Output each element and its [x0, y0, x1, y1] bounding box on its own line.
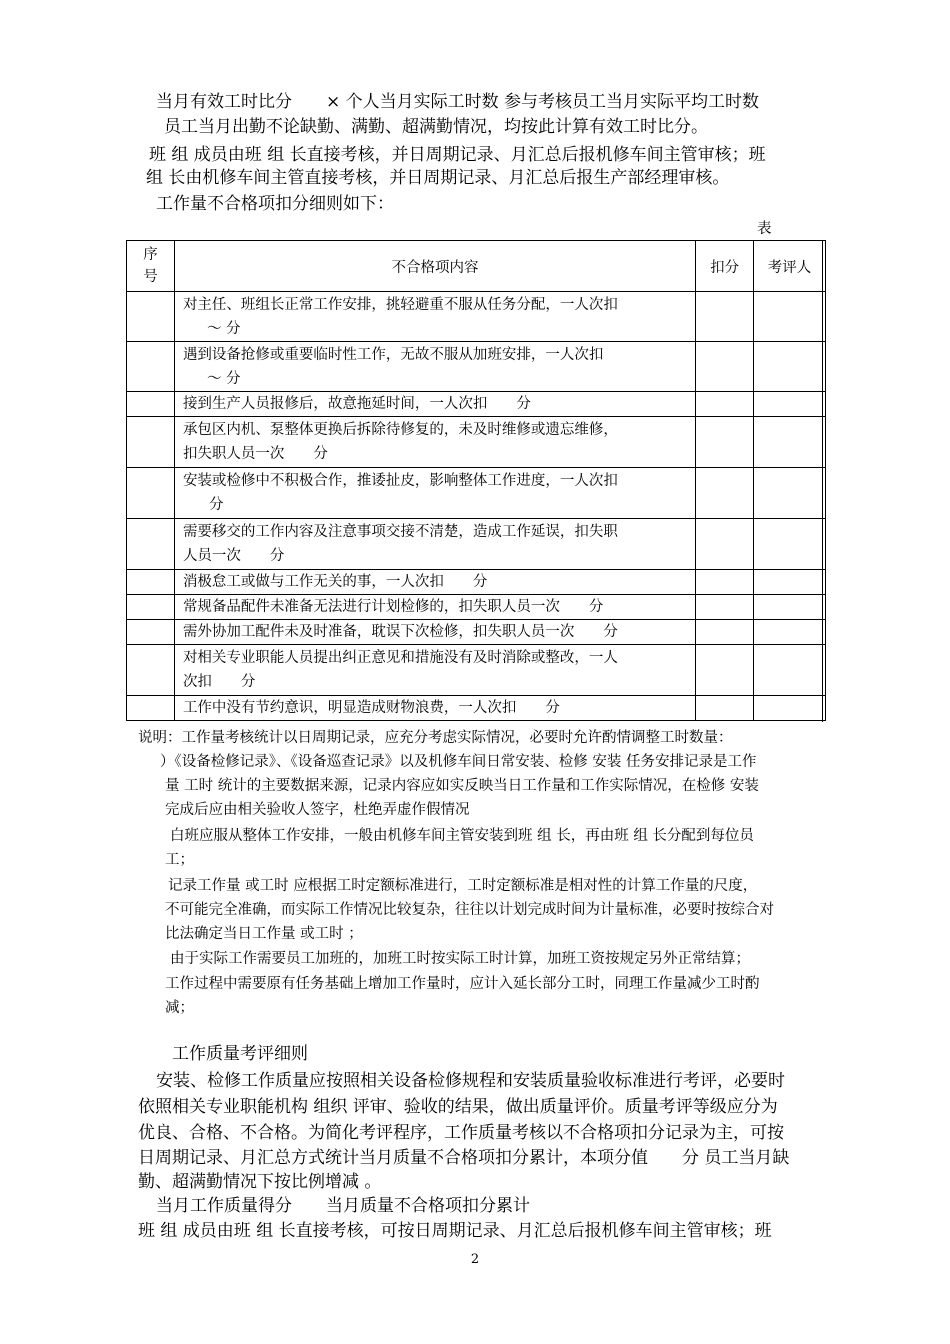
- formula-line: 当月有效工时比分 × 个人当月实际工时数 参与考核员工当月实际平均工时数: [156, 92, 760, 112]
- note-line: 说明：工作量考核统计以日周期记录，应充分考虑实际情况，必要时允许酌情调整工时数量：: [138, 730, 733, 746]
- note-line: 记录工作量 或工时 应根据工时定额标准进行，工时定额标准是相对性的计算工作量的尺度，: [168, 878, 758, 894]
- table-right-border: [822, 240, 823, 722]
- note-line: 工；: [165, 852, 194, 868]
- note-line: 量 工时 统计的主要数据来源，记录内容应如实反映当日工作量和工作实际情况，在检修 安装: [165, 778, 759, 794]
- table-row: 遇到设备抢修或重要临时性工作，无故不服从加班安排，一人次扣 ～ 分: [127, 342, 826, 392]
- paragraph-line: 组 长由机修车间主管直接考核，并日周期记录、月汇总后报生产部经理审核。: [146, 168, 730, 188]
- note-line: 不可能完全准确，而实际工作情况比较复杂，往往以计划完成时间为计量标准，必要时按综合对: [165, 902, 774, 918]
- note-line: 白班应服从整体工作安排，一般由机修车间主管安装到班 组 长，再由班 组 长分配到每位员: [170, 828, 754, 844]
- table-row: 消极怠工或做与工作无关的事，一人次扣 分: [127, 570, 826, 595]
- table-row: 需外协加工配件未及时准备，耽误下次检修，扣失职人员一次 分: [127, 620, 826, 645]
- deduction-table: [126, 240, 826, 721]
- paragraph-line: 依照相关专业职能机构 组织 评审、验收的结果，做出质量评价。质量考评等级应分为: [138, 1097, 778, 1117]
- table-header-row: [127, 241, 826, 292]
- header-reviewer: 考评人: [754, 241, 826, 292]
- paragraph-line: 优良、合格、不合格。为简化考评程序，工作质量考核以不合格项扣分记录为主，可按: [138, 1123, 784, 1143]
- note-line: 减；: [165, 1000, 194, 1016]
- table-row: 安装或检修中不积极合作，推诿扯皮，影响整体工作进度，一人次扣 分: [127, 468, 826, 519]
- formula-line: 当月工作质量得分 当月质量不合格项扣分累计: [156, 1196, 530, 1216]
- paragraph-line: 工作量不合格项扣分细则如下：: [156, 194, 394, 214]
- note-line: 比法确定当日工作量 或工时 ；: [165, 926, 363, 942]
- note-line: 由于实际工作需要员工加班的，加班工时按实际工时计算，加班工资按规定另外正常结算；: [170, 951, 750, 967]
- note-line: 工作过程中需要原有任务基础上增加工作量时，应计入延长部分工时，同理工作量减少工时酌: [165, 976, 760, 992]
- table-row: 接到生产人员报修后，故意拖延时间，一人次扣 分: [127, 392, 826, 417]
- header-no: 序号: [127, 241, 175, 292]
- paragraph-line: 员工当月出勤不论缺勤、满勤、超满勤情况，均按此计算有效工时比分。: [164, 117, 708, 137]
- page-number: 2: [470, 1252, 480, 1267]
- paragraph-line: 班 组 成员由班 组 长直接考核，可按日周期记录、月汇总后报机修车间主管审核；班: [138, 1221, 772, 1241]
- table-row: 对主任、班组长正常工作安排，挑轻避重不服从任务分配，一人次扣 ～ 分: [127, 292, 826, 342]
- table-row: 对相关专业职能人员提出纠正意见和措施没有及时消除或整改，一人 次扣 分: [127, 645, 826, 696]
- section-title: 工作质量考评细则: [172, 1044, 308, 1064]
- table-row: 常规备品配件未准备无法进行计划检修的，扣失职人员一次 分: [127, 595, 826, 620]
- table-row: 工作中没有节约意识，明显造成财物浪费，一人次扣 分: [127, 696, 826, 721]
- table-row: 需要移交的工作内容及注意事项交接不清楚，造成工作延误，扣失职 人员一次 分: [127, 519, 826, 570]
- header-deduct: 扣分: [696, 241, 754, 292]
- paragraph-line: 班 组 成员由班 组 长直接考核，并日周期记录、月汇总后报机修车间主管审核；班: [149, 145, 766, 165]
- table-row: 承包区内机、泵整体更换后拆除待修复的，未及时维修或遗忘维修， 扣失职人员一次 分: [127, 417, 826, 468]
- paragraph-line: 安装、检修工作质量应按照相关设备检修规程和安装质量验收标准进行考评，必要时: [156, 1071, 785, 1091]
- header-content: 不合格项内容: [174, 241, 695, 292]
- note-line: ）《设备检修记录》、《设备巡查记录》以及机修车间日常安装、检修 安装 任务安排记录是工作: [160, 754, 757, 770]
- paragraph-line: 日周期记录、月汇总方式统计当月质量不合格项扣分累计，本项分值 分 员工当月缺: [138, 1148, 790, 1168]
- paragraph-line: 勤、超满勤情况下按比例增减 。: [138, 1172, 382, 1192]
- table-caption: 表: [757, 221, 772, 237]
- note-line: 完成后应由相关验收人签字，杜绝弄虚作假情况: [165, 802, 470, 818]
